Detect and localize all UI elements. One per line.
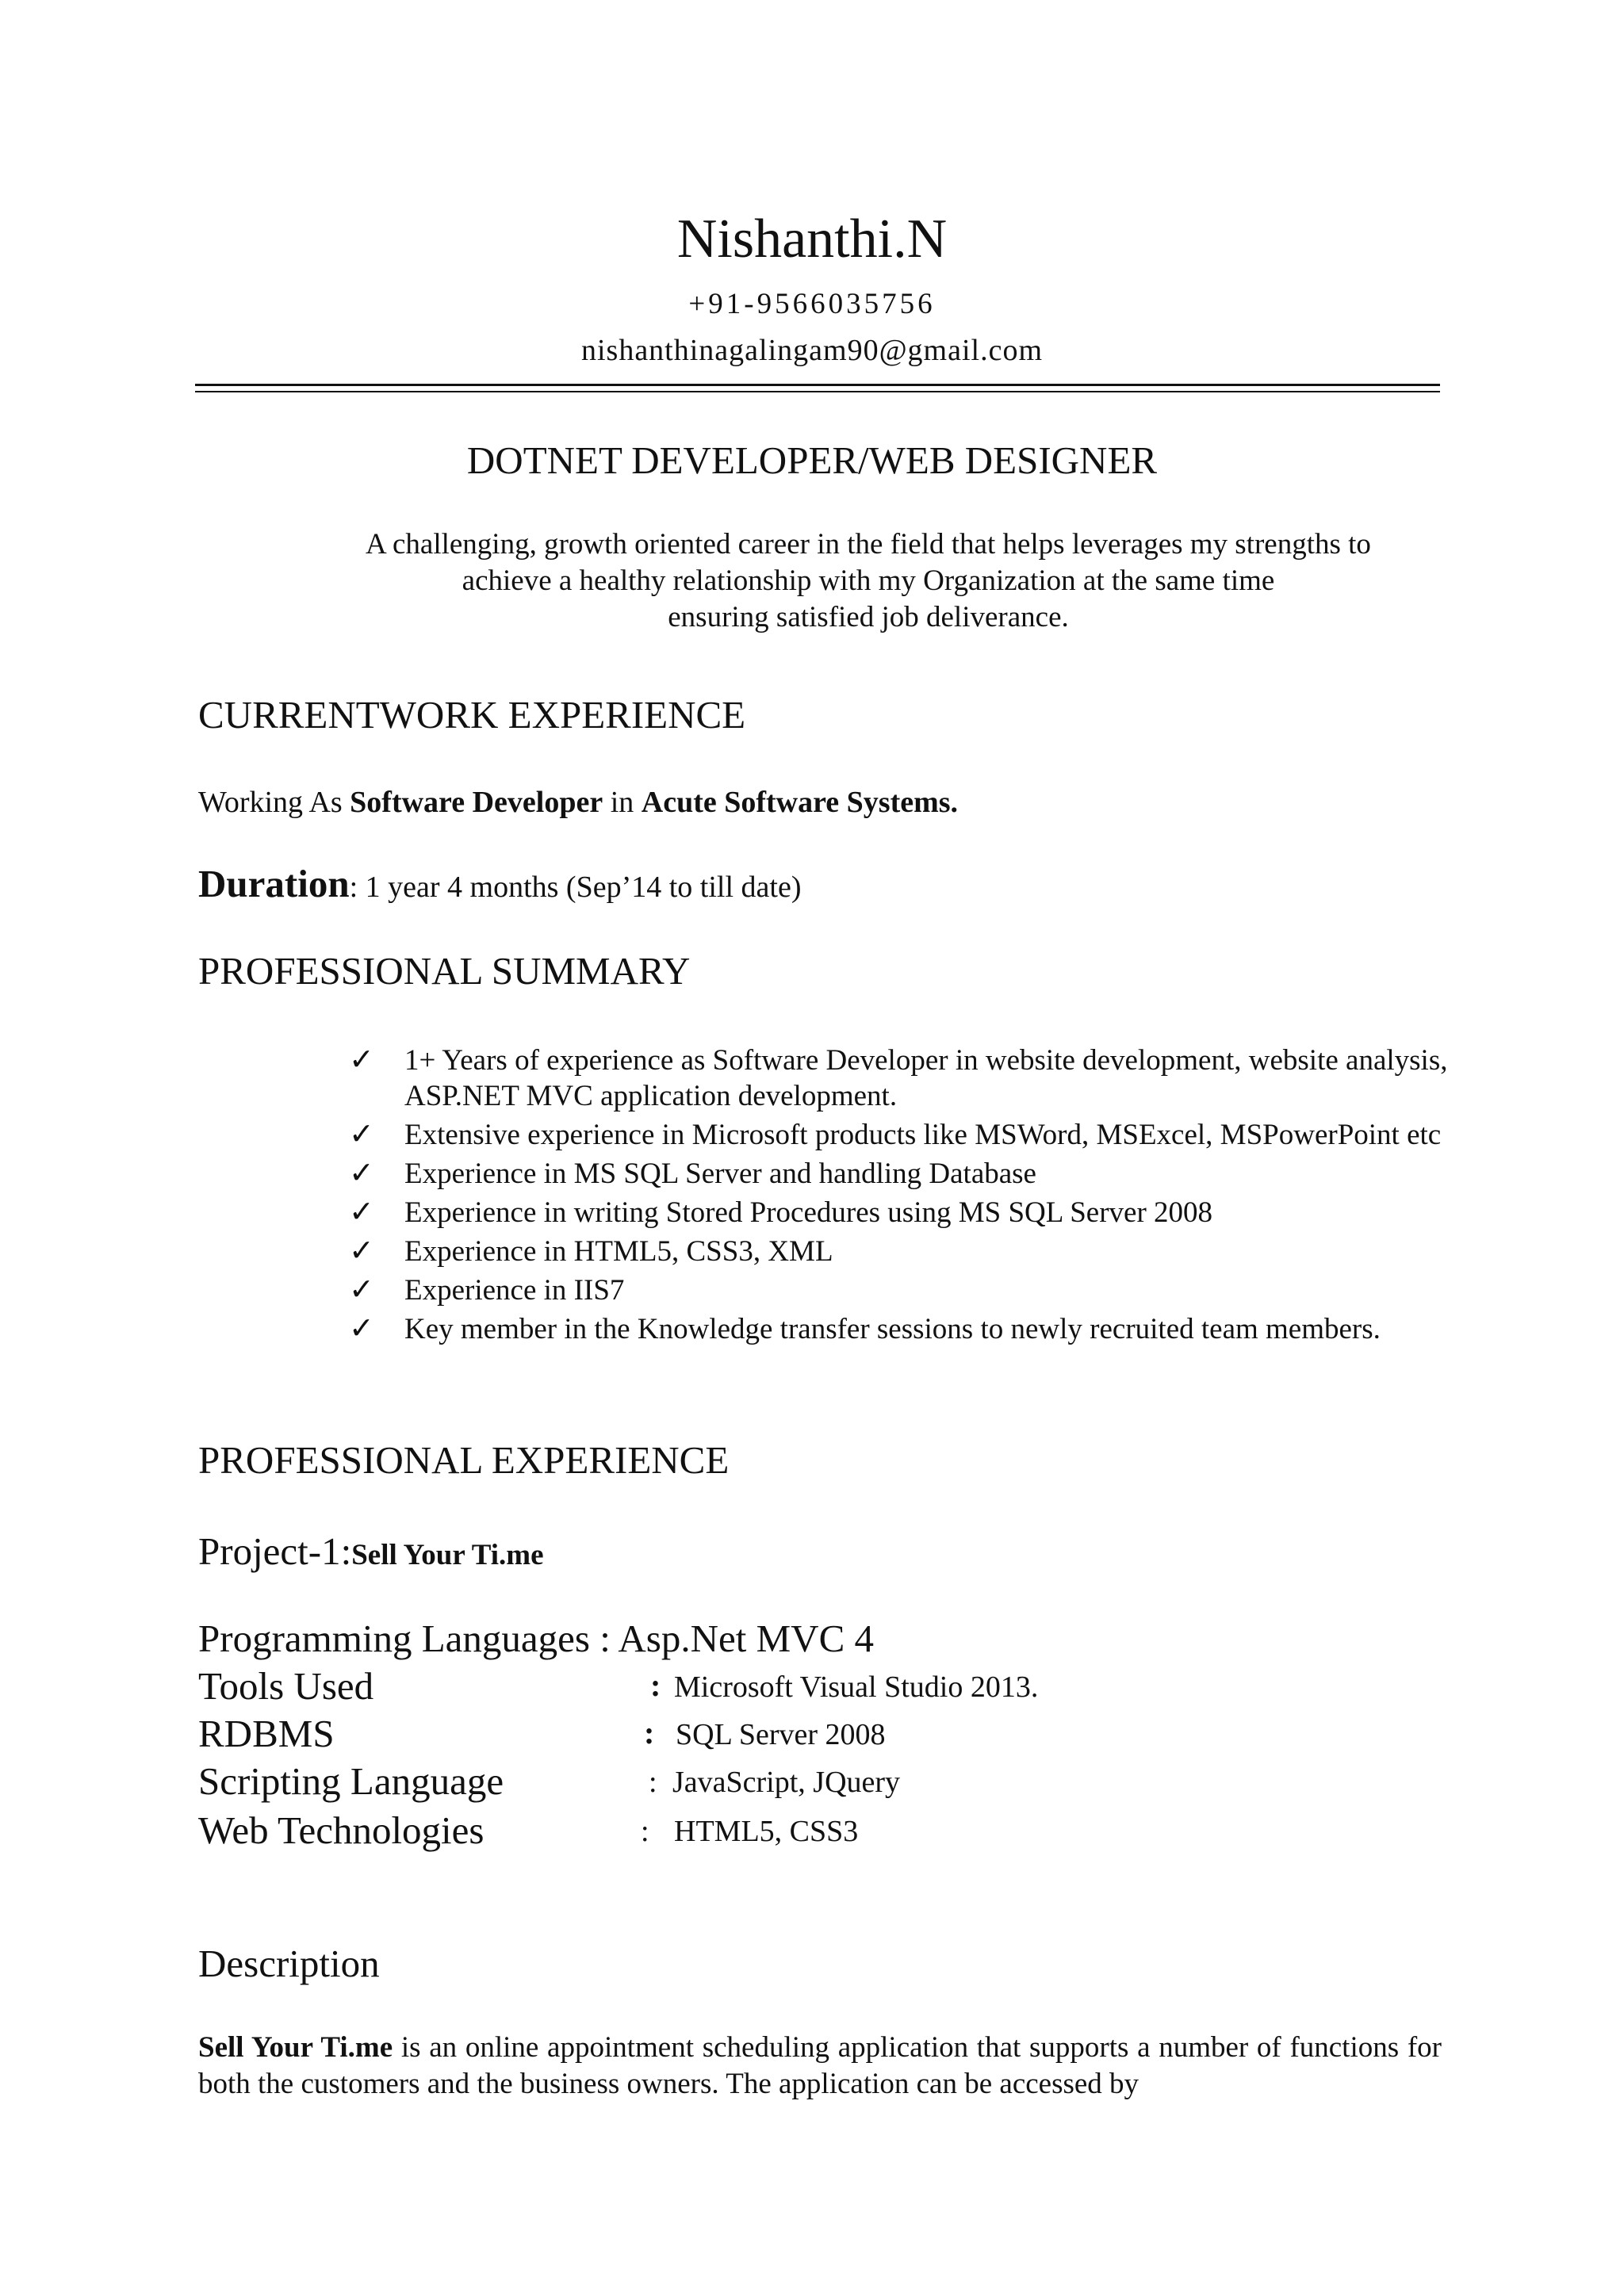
tech-label: Web Technologies	[198, 1808, 485, 1852]
role-prefix: Working As	[198, 786, 350, 819]
section-heading-description: Description	[198, 1942, 380, 1985]
tech-label: Programming Languages	[198, 1617, 590, 1660]
section-heading-summary: PROFESSIONAL SUMMARY	[198, 949, 691, 993]
company-name: Acute Software Systems.	[641, 786, 959, 819]
tech-row-web	[198, 1808, 485, 1853]
tech-value: HTML5, CSS3	[674, 1815, 859, 1848]
list-item: ✓ Key member in the Knowledge transfer sessions to newly recruited team members.	[349, 1312, 1381, 1345]
checkmark-icon: ✓	[349, 1312, 374, 1345]
tech-value: JavaScript, JQuery	[672, 1766, 901, 1799]
list-item: ✓ Extensive experience in Microsoft products like MSWord, MSExcel, MSPowerPoint etc	[349, 1118, 1442, 1151]
header-divider-thin	[195, 391, 1440, 392]
header-divider-thick	[195, 384, 1440, 386]
tech-row-rdbms	[198, 1711, 335, 1756]
tech-label: Tools Used	[198, 1664, 374, 1708]
list-item: ✓ Experience in writing Stored Procedures using MS SQL Server 2008	[349, 1196, 1213, 1229]
project-line	[198, 1529, 544, 1574]
objective-line: A challenging, growth oriented career in the field that helps leverages my strengths to	[366, 528, 1371, 561]
current-role-line	[198, 785, 958, 820]
tech-row-tools	[198, 1663, 373, 1709]
resume-page: Nishanthi.N +91-9566035756 nishanthinagalingam90@gmail.com DOTNET DEVELOPER/WEB DESIGNER A challenging, growth oriented career in the field that helps leverages my strengths to achieve a healthy relationship with my Organization at the same time ensuring satisfied job deliverance. CURRENTWORK EXPERIENCE Working As Software Developer in Acute Software Systems. Duration: 1 year 4 months (Sep’14 to till date) PROFESSIONAL SUMMARY ✓ 1+ Years of experience as Software Developer in website development, website analysis, ASP.NET MVC application development. ✓ Extensive experience in Microsoft products like MSWord, MSExcel, MSPowerPoint etc ✓ Experience in MS SQL Server and handling Database ✓ Experience in writing Stored Procedures using MS SQL Server 2008 ✓ Experience in HTML5, CSS3, XML ✓ Experience in IIS7 ✓ Key member in the Knowledge transfer sessions to newly recruited team members. PROFESSIONAL EXPERIENCE Project-1:Sell Your Ti.me Programming Languages : Asp.Net MVC 4 Tools Used : Microsoft Visual Studio 2013. RDBMS : SQL Server 2008 Scripting Language : JavaScript, JQuery Web Technologies : HTML5, CSS3 Description Sell Your Ti.me is an online appointment scheduling application that supports a number of functions for both the customers and the business owners. The application can be accessed by	[0, 0, 1624, 2296]
description-body: is an online appointment scheduling application that supports a number of functions for both the customers and the business owners. The application can be accessed by	[198, 2031, 1442, 2100]
project-name: Sell Your Ti.me	[351, 1539, 544, 1571]
tech-label: RDBMS	[198, 1712, 335, 1755]
list-item: ✓ Experience in MS SQL Server and handling Database	[349, 1157, 1036, 1190]
checkmark-icon: ✓	[349, 1196, 374, 1229]
phone-number: +91-9566035756	[688, 288, 936, 320]
tech-row-scripting	[198, 1758, 504, 1804]
duration-value: : 1 year 4 months (Sep’14 to till date)	[349, 871, 802, 904]
role-title: Software Developer	[350, 786, 603, 819]
duration-label: Duration	[198, 862, 350, 905]
job-title: DOTNET DEVELOPER/WEB DESIGNER	[466, 438, 1158, 482]
duration-line	[198, 861, 801, 906]
section-heading-current-work: CURRENTWORK EXPERIENCE	[198, 693, 746, 737]
list-item: ✓ 1+ Years of experience as Software Developer in website development, website analysis, ASP.NET MVC application development.	[349, 1043, 1448, 1112]
role-connector: in	[603, 786, 642, 819]
description-lead: Sell Your Ti.me	[198, 2031, 393, 2064]
objective-line: ensuring satisfied job deliverance.	[668, 601, 1069, 633]
checkmark-icon: ✓	[349, 1273, 374, 1307]
project-label: Project-1:	[198, 1529, 352, 1573]
tech-value: Asp.Net MVC 4	[618, 1617, 874, 1660]
career-objective	[293, 526, 1443, 636]
objective-line: achieve a healthy relationship with my Organization at the same time	[462, 564, 1275, 597]
candidate-name: Nishanthi.N	[676, 209, 948, 270]
description-text	[198, 2030, 1442, 2103]
checkmark-icon: ✓	[349, 1043, 374, 1077]
email-address: nishanthinagalingam90@gmail.com	[580, 334, 1044, 367]
tech-value: Microsoft Visual Studio 2013.	[674, 1670, 1039, 1704]
summary-list	[349, 1043, 1459, 1350]
tech-value: SQL Server 2008	[676, 1718, 886, 1751]
list-item: ✓ Experience in HTML5, CSS3, XML	[349, 1234, 833, 1268]
tech-row-programming: Programming Languages : Asp.Net MVC 4	[198, 1617, 874, 1660]
list-item: ✓ Experience in IIS7	[349, 1273, 625, 1307]
checkmark-icon: ✓	[349, 1118, 374, 1151]
tech-label: Scripting Language	[198, 1759, 504, 1803]
checkmark-icon: ✓	[349, 1157, 374, 1190]
section-heading-professional-experience: PROFESSIONAL EXPERIENCE	[198, 1438, 730, 1482]
checkmark-icon: ✓	[349, 1234, 374, 1268]
